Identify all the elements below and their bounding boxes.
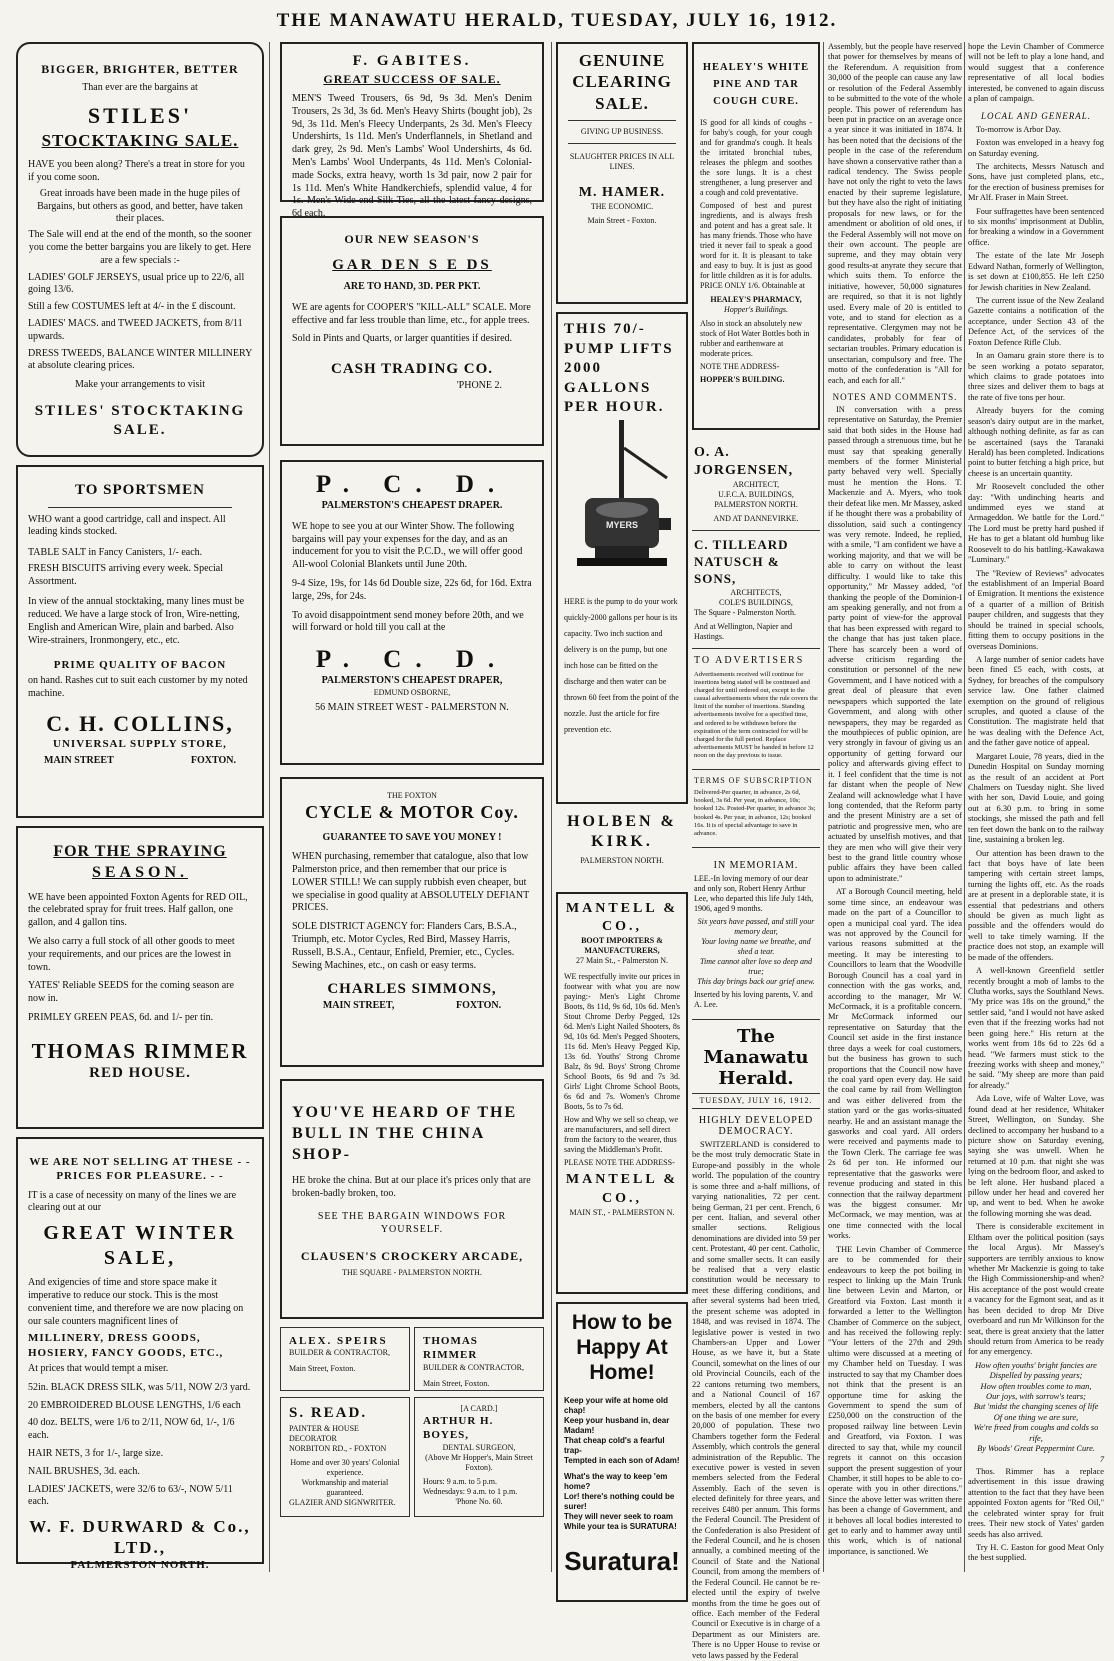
rimmer-title2: SEASON. [91, 863, 189, 881]
column-1 [16, 42, 264, 1574]
verse-line: Six years have passed, and still your memory dear, [697, 916, 815, 936]
rimmer-advert [16, 826, 264, 1129]
column-rule [269, 42, 270, 1572]
suratura-verse [564, 1396, 680, 1532]
rimmer-card [414, 1327, 544, 1391]
stiles-p1: HAVE you been along? There's a treat in store for you if you come soon. [28, 159, 245, 183]
stiles-title: STOCKTAKING SALE. [41, 130, 239, 150]
tilleard-card [692, 531, 820, 649]
hamer-name: M. HAMER. [578, 184, 666, 200]
rimmer-card-name: THOMAS RIMMER [423, 1335, 478, 1362]
boyes-hours: Hours: 9 a.m. to 5 p.m. Wednesdays: 9 a.m. to 1 p.m. [423, 1476, 518, 1496]
boyes-card [414, 1397, 544, 1517]
durward-p1: IT is a case of necessity on many of the lines we are clearing out at our [28, 1189, 237, 1214]
healey-p2: Composed of best and purest ingredients, and is always fresh and potent and has a great sale. It has many friends. Those who have tried it never fail to speak a good word for it. It is pleasant to take and easy to buy. It is just as good for little children as it is for adults. PRICE ONLY 1/6. Obtainable at [700, 201, 812, 291]
local-item: Our attention has been drawn to the fact that boys have of late been tampering with certain street lamps, turning the lights off, etc. As the roads are at present in a deplorable state, it is essential that pedestrians and others should be given as much light as possible and the offenders would do well to take timely warning. If the practice does not stop, an example will be made of the offenders. [968, 848, 1104, 962]
tilleard-role: ARCHITECTS, [730, 588, 782, 598]
list-item: LADIES' JACKETS, were 32/6 to 63/-, NOW 5/11 each. [28, 1483, 233, 1508]
cycle-title: CYCLE & MOTOR Coy. [305, 802, 519, 822]
holben-town: PALMERSTON NORTH. [580, 856, 664, 865]
stiles-footer: STILES' STOCKTAKING SALE. [34, 402, 246, 439]
collins-title: TO SPORTSMEN [75, 482, 205, 498]
pump-brand: MYERS [605, 519, 639, 530]
editorial-paragraph: Assembly, but the people have reserved that power for themselves by means of the Referendum. A requisition from 30,000 of the people can cause any law or resolution of the Federal Assembly to be submitted to the vote of the whole people. This power of referendum has been put in practice on an average once a year since it was initiated in 1874. It has been noted that the decisions of the people in the case of the referendum have shown a conservative rather than a radical tendency. The Swiss people have not only the right to veto the laws enacted by their supreme legislature, but they have also the right of initiating proposals for new laws, or for the amendment or abolition of old ones, if the Federal Assembly will not move on their own account. The people are supreme, and they may obtain very good results-at anyrate they secure that which suits them. To enforce the initiative, however, 50,000 signatures are required, so that it is not lightly used. Every male of 20 is entitled to vote, and to stand for election as a representative. Clergymen may not be candidates, probably for fear of sectarian troubles. Primary education is unsectarian, compulsory and free. The motto of the confederation is "All for each, and each for all." [828, 42, 962, 385]
local-item: Foxton was enveloped in a heavy fog on Saturday evening. [968, 138, 1104, 158]
column-3 [556, 42, 688, 1574]
memoriam-body: LEE.-In loving memory of our dear and only son, Robert Henry Arthur Lee, who departed this life July 14th, 1906, aged 9 months. [694, 873, 814, 913]
stiles-specials [28, 272, 252, 374]
divider [568, 120, 676, 121]
list-item: Still a few COSTUMES left at 4/- in the £ discount. [28, 301, 236, 313]
memoriam-head: IN MEMORIAM. [713, 859, 799, 871]
healey-p4: NOTE THE ADDRESS- [700, 362, 780, 372]
read-addr: NORBITON RD., - FOXTON [289, 1443, 387, 1453]
clausen-p1: HE broke the china. But at our place it's prices only that are broken-badly broken, too. [292, 1175, 531, 1200]
herald-date: TUESDAY, JULY 16, 1912. [692, 1093, 820, 1109]
read-p3: GLAZIER AND SIGNWRITER. [289, 1497, 396, 1507]
boyes-role: DENTAL SURGEON, [442, 1442, 516, 1452]
cycle-town: FOXTON. [456, 999, 502, 1011]
editorial-head: HIGHLY DEVELOPED DEMOCRACY. [698, 1114, 814, 1137]
list-item: 20 EMBROIDERED BLOUSE LENGTHS, 1/6 each [28, 1399, 241, 1411]
gabites-head: GREAT SUCCESS OF SALE. [323, 71, 501, 86]
column-rule [551, 42, 552, 1572]
column-2 [280, 42, 544, 1574]
verse-line: While your tea is SURATURA! [564, 1521, 677, 1531]
boyes-phone: 'Phone No. 60. [455, 1496, 503, 1506]
local-head: LOCAL AND GENERAL. [981, 110, 1091, 121]
local-item: A large number of senior cadets have been fined £5 each, with costs, at Sydney, for breaches of the compulsory service law. One father claimed exemption on the ground of religious scruples, and quoted a clause of the Constitution. The magistrate held that he was dealing with the Defence Act, and the father gave notice of appeal. [968, 654, 1104, 748]
pcd-address: 56 MAIN STREET WEST - PALMERSTON N. [315, 701, 509, 713]
stiles-p4: Make your arrangements to visit [75, 379, 205, 391]
mantell-addr2: MAIN ST., - PALMERSTON N. [569, 1207, 675, 1217]
clausen-title: YOU'VE HEARD OF THE BULL IN THE CHINA SHOP- [292, 1104, 518, 1163]
mantell-body: WE respectfully invite our prices in footwear with what you are now paying:- Men's Light Chrome Boots, 8s 11d, 9s 6d, 10s 6d. Men's Stout Chrome Derby Pegged, 12s 6d. Men's Light Nailed Shooters, 8s 9d, 10s 6d. Men's Pegged Shooters, 11s 6d. Men's Heavy Pegged Kip, 13s 6d. Youths' Strong Chrome Balz, 8s 9d. Boys' Strong Chrome School Boots, 6s 9d and 7s 3d. Girls' Light Chrome School Boots, 6s 6d and 7s. Women's Chrome Boots, 5s to 7s 6d. [564, 972, 680, 1112]
healey-pharmacy: HEALEY'S PHARMACY, [710, 295, 802, 305]
healey-p1: IS good for all kinds of coughs - for baby's cough, for your cough and for grandma's cough. It heals the irritated bronchial tubes, releases the phlegm and soothes the sore lungs. It is a chest strengthener, a lung preserver and a cough and cold preventative. [700, 118, 812, 198]
gabites-advert [280, 42, 544, 220]
cash-p1: WE are agents for COOPER'S "KILL-ALL" SCALE. More effective and far less trouble than lime, etc., for apple trees. [292, 301, 531, 326]
local-item: The "Review of Reviews" advocates the establishment of an Imperial Board of Emigration. It mentions the existence of a quarter of a million of British pauper children, and suggests that they should be trained in special schools, fitting them to occupy positions in the overseas Dominions. [968, 568, 1104, 651]
rimmer-house: RED HOUSE. [89, 1064, 191, 1081]
cycle-guarantee: GUARANTEE TO SAVE YOU MONEY ! [322, 832, 502, 844]
suratura-head: How to be Happy At Home! [571, 1311, 673, 1385]
cash-phone: 'PHONE 2. [456, 379, 502, 391]
advertisers-head: TO ADVERTISERS [694, 655, 805, 667]
rimmer-p1: WE have been appointed Foxton Agents for RED OIL, the celebrated spray for fruit trees. Half gallon, one gallon, and 4 gallon tins. [28, 891, 248, 929]
rimmer-p2: We also carry a full stock of all other goods to meet your requirements, and our prices are the lowest in town. [28, 935, 235, 973]
local-general [968, 42, 1104, 1564]
tilleard-also: And at Wellington, Napier and Hastings. [694, 622, 793, 642]
mantell-addr: 27 Main St., - Palmerston N. [576, 956, 668, 966]
speirs-name: ALEX. SPEIRS [289, 1335, 388, 1347]
rimmer-card-role: BUILDER & CONTRACTOR, [423, 1362, 524, 1372]
cards-row-2 [280, 1397, 544, 1523]
masthead: THE MANAWATU HERALD, TUESDAY, JULY 16, 1912. [276, 10, 838, 31]
collins-name: C. H. COLLINS, [46, 710, 234, 736]
collins-advert [16, 465, 264, 818]
local-item: Thos. Rimmer has a replace advertisement in this issue drawing attention to the fact that they have been appointed Foxton agents for "Red Oil," the celebrated winter spray for fruit trees. Their new stock of Yates' garden seeds has also arrived. [968, 1467, 1104, 1539]
pcd-advert [280, 460, 544, 765]
local-item: There is considerable excitement in Eltham over the political position (says the local Argus). Mr Massey's supporters are terribly anxious to know whether Mr Mackenzie is going to take the High Commissionership-and when? His acceptance of the post would create a vacancy for the Egmont seat, and as it has been decided to drop Mr Dive overboard and run Mr Wilkinson for the seat, there is great anxiety that the latter should return from America to be ready for any emergency. [968, 1222, 1104, 1357]
mantell-p2: How and Why we sell so cheap, we are manufacturers, and sell direct from the factory to the wearer, thus saving the Middleman's Profit. [564, 1115, 679, 1155]
pcd-title: P. C. D. [315, 471, 509, 498]
jorgensen-addr: U.F.C.A. BUILDINGS, PALMERSTON NORTH. [714, 490, 798, 510]
local-item: The architects, Messrs Natusch and Sons, have just completed plans, etc., for the erection of business premises for Mr Alf. Fraser in Main Street. [968, 161, 1104, 203]
divider [568, 143, 676, 144]
local-item: Already buyers for the coming season's dairy output are in the market, although nothing definite, as far as can be ascertained (says the Taranaki Herald) has been completed. Indications point to butter fetching a high price, but cheese is an uncertain quantity. [968, 406, 1104, 478]
collins-p4: In view of the annual stocktaking, many lines must be reduced. We have a large stock of Iron, Wire-netting, English and American Wire, plain and barbed. Also Wire-strainers, Ironmongery, etc., etc. [28, 596, 245, 646]
local-item: Ada Love, wife of Walter Love, was found dead at her residence, Whitaker Street, Wellington, on Sunday. She declined to accompany her husband to a picture show on Saturday evening, saying she was unwell. When he returned at 10 p.m. that night she was lying on the bedroom floor, and asked to be left alone. Her husband placed a pillow under her head and covered her up, and went to bed. When he awoke the following morning she was dead. [968, 1094, 1104, 1218]
collins-bacon: PRIME QUALITY OF BACON [53, 658, 227, 671]
verse-line: What's the way to keep 'em home? [564, 1471, 668, 1491]
jorgensen-card [692, 438, 820, 531]
hamer-shop: THE ECONOMIC. [590, 201, 654, 211]
collins-p3: FRESH BISCUITS arriving every week. Special Assortment. [28, 562, 223, 587]
local-item: Mr Roosevelt concluded the other day: "With undinching hearts and undimmed eyes we stand at Armageddon. We battle for the Lord." The Lord must be pretty hard pushed if He has to get a blatant old humbug like Roosevelt to do his battling.-Kawakawa "Luminary." [968, 482, 1104, 565]
verse-line: Lor! there's nothing could be surer! [564, 1491, 675, 1511]
durward-advert [16, 1137, 264, 1571]
verse-line: Tempted in each son of Adam! [564, 1455, 680, 1465]
pump-p1: HERE is the pump to do your work quickly-2000 gallons per hour is its capacity. Two inch suction and delivery is on the pump, but one inch hose can be fitted on the discharge and then water can be thrown 60 feet from the point of the nozzle. Just the article for fire prevention etc. [564, 596, 679, 734]
local-item: The estate of the late Mr Joseph Edward Nathan, formerly of Wellington, is set down at £100,855. He left £250 for Jewish charities in New Zealand. [968, 251, 1104, 292]
pcd-sub: PALMERSTON'S CHEAPEST DRAPER. [321, 500, 503, 511]
pcd-p1: WE hope to see you at our Winter Show. The following bargains will pay your expenses for the day, and as an inducement for you to visit the P.C.D., we will offer good All-wool Colonial Blankets until June 20th. [292, 520, 523, 571]
list-item: LADIES' MACS. and TWEED JACKETS, from 8/11 upwards. [28, 317, 243, 342]
verse-line: Keep your wife at home old chap! [564, 1395, 669, 1415]
durward-title2: SALE, [103, 1247, 177, 1270]
verse-line: They will never seek to roam [564, 1511, 673, 1521]
collins-town: FOXTON. [190, 755, 236, 767]
verse-line: How often youths' bright fancies are [975, 1360, 1097, 1370]
cash-p2: Sold in Pints and Quarts, or larger quantities if desired. [292, 333, 513, 345]
cash-head: OUR NEW SEASON'S [344, 232, 480, 246]
healey-title: HEALEY'S WHITE PINE AND TAR COUGH CURE. [702, 62, 810, 107]
subscription-body: Delivered-Per quarter, in advance, 2s 6d, booked, 3s 6d. Per year, in advance, 10s; booked 12s. Posted-Per quarter, in advance 3s; booked 4s. Per year, in advance, 12s; booked 16s. It is of special advantage to save in advance. [694, 789, 816, 837]
cycle-name: CHARLES SIMMONS, [327, 981, 497, 998]
stiles-advert [16, 42, 264, 457]
subscription-head: TERMS OF SUBSCRIPTION [694, 776, 813, 786]
speirs-addr: Main Street, Foxton. [289, 1364, 356, 1374]
cycle-p1: WHEN purchasing, remember that catalogue, also that low Palmerston price, and then remember that our price is LOWER STILL! We can supply rubbish even cheaper, but we specialise in good quality at ABSOLUTELY DEFIANT PRICES. [292, 851, 530, 914]
collins-address [44, 755, 236, 768]
mantell-name: MANTELL & CO., [565, 901, 679, 935]
pcd-sub2: PALMERSTON'S CHEAPEST DRAPER, [321, 675, 503, 687]
stiles-p2: Great inroads have been made in the huge piles of Bargains, but others as good, and better, have taken their places. [37, 187, 243, 225]
local-item: Try H. C. Easton for good Meat Only the best supplied. [968, 1542, 1104, 1563]
local-item: Four suffragettes have been sentenced to six months' imprisonment at Dublin, for breaking a window in a Government office. [968, 206, 1104, 247]
cash-name: CASH TRADING CO. [331, 361, 493, 378]
collins-p2: TABLE SALT in Fancy Canisters, 1/- each. [28, 547, 203, 559]
list-item: 52in. BLACK DRESS SILK, was 5/11, NOW 2/3 yard. [28, 1381, 251, 1393]
local-item: A well-known Greenfield settler recently brought a mob of lambs to the Clutha works, says the Southland News. "My price was 18s on the ground," the settler said, "and I would not have asked even that if the freezing works had not been going here." His return at the works went from 18s 6d to 22s 6d a head. "We farmers must stick to the freezing works with sheep and money," he said. "My sheep are more than paid for already." [968, 966, 1104, 1090]
cycle-p2: SOLE DISTRICT AGENCY for: Flanders Cars, B.S.A., Triumph, etc. Motor Cycles, Red Bird, Massey Harris, Russell, B.S.A., Centaur, Enfield, Premier, etc., Cycles. Sewing Machines, etc., on cash or easy terms. [292, 921, 517, 971]
healey-p5: HOPPER'S BUILDING. [700, 375, 785, 385]
hamer-addr: Main Street - Foxton. [587, 215, 657, 225]
pump-advert [556, 312, 688, 804]
notes-body [828, 405, 962, 1557]
cash-trading-advert [280, 216, 544, 446]
local-item: The current issue of the New Zealand Gazette contains a notification of the acceptance, under Section 43 of the Defence Act, of the services of the Foxton Defence Rifle Club. [968, 296, 1104, 347]
local-item: Margaret Louie, 78 years, died in the Dunedin Hospital on Sunday morning as the result of an accident at Port Chalmers on Tuesday night. She lived with her son, David Louie, and going out at 6.30 p.m. to bring in some stockings, she missed the path and fell ten feet down the bank on to the railway line, sustaining a broken leg. [968, 751, 1104, 845]
durward-p3: At prices that would tempt a miser. [28, 1362, 169, 1374]
clausen-address: THE SQUARE - PALMERSTON NORTH. [342, 1268, 482, 1278]
pcd-title2: P. C. D. [315, 646, 509, 674]
suratura-brand: Suratura! [564, 1545, 680, 1576]
verse-line: By Woods' Great Peppermint Cure. [977, 1444, 1095, 1454]
editorial-paragraph: SWITZERLAND is considered to be the most truly democratic State in Europe-and possibly in the whole world. The population of the country is some three and a-half millions, of varying nationalities, 72 per cent. being German, 21 per cent. French, 6 per cent. Italian, and several other smaller sections. Religious denominations are divided into 59 per cent. Protestant, 40 per cent. Catholic, and some smaller sects. It can easily be realised that a very elastic constitution would be necessary to meet these differing conditions, and after several systems had been tried, the present scheme was adopted in 1848, and was revised in 1874. The legislative power is vested in two Chambers-an Upper and Lower House, as we have it, but a State Council, somewhat on the lines of our old Provincial Councils, each of the 22 cantons returning two members, and a National Council of 167 members, elected by all the cantons on the basis of one member for every 20,000 of population. These two Chambers together form the Federal Assembly, which controls the general administration of the Republic. The executive power is vested in seven members selected from the Federal Assembly. Each of the seven is elected definitely for three years, and receives £480 per annum. This forms the Federal Council. The President of the Confederation is also President of the Federal Council, and he is chosen annually, a combined meeting of the Council of State and the National Council, from among the members of the Federal Council. He cannot be re-elected until the expiry of twelve months from the time he goes out of office. Each member of the Federal Council or Executive is in charge of a Department as our Ministers are. There is no Upper House to revise or veto laws passed by the Federal [692, 1139, 820, 1660]
local-item: In an Oamaru grain store there is to be seen working a potato separator, which claims to grade potatoes into three sizes and deliver them to bags at the rate of five tons per hour. [968, 351, 1104, 402]
verse-line: How often troubles come to man, [980, 1381, 1092, 1391]
read-name: S. READ. [289, 1405, 368, 1421]
verse-line: Of one thing we are sure, [993, 1412, 1079, 1422]
notes-head: NOTES AND COMMENTS. [832, 391, 958, 402]
stiles-name: STILES' [87, 103, 193, 129]
boyes-card-label: [A CARD.] [460, 1404, 498, 1413]
jorgensen-name: O. A. JORGENSEN, [694, 445, 794, 479]
memoriam-notice [692, 848, 820, 1020]
hamer-p1: SLAUGHTER PRICES IN ALL LINES. [569, 151, 675, 171]
editorial-continued [828, 42, 962, 386]
column-4 [692, 42, 820, 1660]
durward-lines: MILLINERY, DRESS GOODS, HOSIERY, FANCY GOODS, ETC., [28, 1332, 224, 1359]
read-p2: Workmanship and material guaranteed. [301, 1477, 389, 1497]
cycle-address [292, 1000, 532, 1013]
read-card [280, 1397, 410, 1517]
editorial-body [692, 1140, 820, 1661]
durward-name: W. F. DURWARD & Co., LTD., [29, 1517, 251, 1557]
peppermint-verse [968, 1361, 1104, 1465]
hamer-title: GENUINE CLEARING SALE. [572, 51, 672, 113]
verse-line: Time cannot alter love so deep and true; [700, 956, 812, 976]
read-role: PAINTER & HOUSE DECORATOR [289, 1423, 359, 1443]
pump-title: THIS 70/- PUMP LIFTS 2000 GALLONS PER HOUR. [564, 321, 674, 415]
list-item: DRESS TWEEDS, BALANCE WINTER MILLINERY at absolute clearing prices. [28, 347, 252, 372]
collins-street: MAIN STREET [44, 755, 114, 767]
durward-p2: And exigencies of time and store space make it imperative to reduce our stock. This is the most convenient time, and therefore we are now placing on our sale counters magnificent lines of [28, 1277, 244, 1327]
advertisers-body: Advertisements received will continue for insertions being stated will be continued and charged for until ordered out, except to the casual advertisements where the rule covers the limit of the number of insertions. Standing advertisements involve for a specified time, and ordered to be withdrawn before the expiration of the term contracted for will be charged for the full period. Replace advertisements MUST be handed in before 12 noon on the day previous to issue. [694, 670, 818, 760]
local-intro: hope the Levin Chamber of Commerce will not be left to play a lone hand, and would suggest that a conference representative of all local bodies interested, be convened to again discuss a plan of campaign. [968, 42, 1104, 104]
tilleard-bldg: COLE'S BUILDINGS, [719, 598, 793, 608]
divider [48, 507, 232, 508]
mantell-advert [556, 892, 688, 1294]
hamer-sub: GIVING UP BUSINESS. [580, 126, 664, 136]
subscription-notice [692, 770, 820, 848]
cycle-top: THE FOXTON [387, 791, 437, 800]
durward-items [28, 1382, 252, 1509]
holben-name: HOLBEN & KIRK. [567, 813, 677, 850]
mantell-name2: MANTELL & CO., [565, 1172, 679, 1206]
speirs-card [280, 1327, 410, 1391]
pump-image [567, 418, 677, 588]
mantell-role: BOOT IMPORTERS & MANUFACTURERS, [581, 936, 663, 956]
verse-number: 7 [1099, 1454, 1104, 1464]
holben-advert [556, 812, 688, 866]
rimmer-title1: FOR THE SPRAYING [53, 843, 227, 860]
hamer-advert [556, 42, 688, 304]
column-5 [828, 42, 962, 1574]
boyes-name: ARTHUR H. BOYES, [423, 1415, 494, 1442]
tilleard-name: C. TILLEARD NATUSCH & SONS, [694, 537, 789, 587]
cycle-advert [280, 777, 544, 1067]
speirs-role: BUILDER & CONTRACTOR, [289, 1348, 390, 1358]
column-6 [968, 42, 1104, 1574]
healey-bldg: Hopper's Buildings. [724, 305, 788, 315]
verse-line: That cheap cold's a fearful trap- [564, 1435, 665, 1455]
memoriam-sign: Inserted by his loving parents, V. and A. Lee. [694, 989, 813, 1009]
pcd-owner: EDMUND OSBORNE, [373, 687, 451, 697]
list-item: 40 doz. BELTS, were 1/6 to 2/11, NOW 6d, 1/-, 1/6 each. [28, 1417, 235, 1442]
collins-p5: on hand. Rashes cut to suit each customer by my noted machine. [28, 674, 248, 699]
verse-line: But 'midst the changing scenes of life [973, 1402, 1099, 1412]
boyes-addr: (Above Mr Hopper's, Main Street Foxton). [425, 1452, 533, 1472]
stiles-p3: The Sale will end at the end of the month, so the sooner you come the better bargains you are likely to get. Here are a few specials :- [28, 229, 252, 266]
list-item: HAIR NETS, 3 for 1/-, large size. [28, 1447, 164, 1459]
rimmer-card-addr: Main Street, Foxton. [423, 1378, 490, 1388]
local-item: To-morrow is Arbor Day. [976, 124, 1061, 134]
cash-price: ARE TO HAND, 3D. PER PKT. [343, 281, 481, 293]
clausen-name: CLAUSEN'S CROCKERY ARCADE, [300, 1248, 524, 1263]
stiles-head: BIGGER, BRIGHTER, BETTER [41, 62, 239, 76]
verse-line: Dispelled by passing years; [989, 1371, 1083, 1381]
durward-town: PALMERSTON NORTH. [70, 1558, 210, 1571]
collins-store: UNIVERSAL SUPPLY STORE, [53, 737, 227, 750]
memoriam-verse [694, 917, 818, 987]
jorgensen-role: ARCHITECT, [732, 480, 780, 490]
collins-p1: WHO want a good cartridge, call and inspect. All leading kinds stocked. [28, 513, 226, 538]
read-p1: Home and over 30 years' Colonial experience. [290, 1457, 400, 1477]
cards-row-1 [280, 1327, 544, 1397]
column-rule [964, 42, 965, 1572]
mantell-p3: PLEASE NOTE THE ADDRESS- [564, 1158, 675, 1168]
verse-line: Our joys, with sorrow's tears; [986, 1392, 1086, 1402]
clausen-advert [280, 1079, 544, 1319]
durward-title1: GREAT WINTER [43, 1222, 237, 1245]
verse-line: We're freed from coughs and colds so rife, [973, 1423, 1099, 1443]
gabites-name: F. GABITES. [352, 53, 472, 69]
durward-head: WE ARE NOT SELLING AT THESE - - PRICES FOR PLEASURE. - - [29, 1156, 251, 1183]
clausen-p2: SEE THE BARGAIN WINDOWS FOR YOURSELF. [317, 1210, 507, 1235]
verse-line: Your loving name we breathe, and shed a tear. [701, 936, 811, 956]
notes-paragraph: IN conversation with a press representative on Saturday, the Premier said that both sides in the House had passed through a strenuous time, but he must say that speaking generally members of the former Ministerial party behaved very well. Specially must he mention the Hons. T. Mackenzie and A. Myers, who took their defeat like men. Mr Massey, asked if he thought there was a probability of dissolution, said such a contingency was very remote. Indeed, he replied, with a smile, "I am confident we have a working majority, and that we will be able to carry on without the least difficulty. I would like to take this opportunity," Mr Massey added, "of thanking the people of the Dominion-I am speaking generally, and not from a party point of view-for the approval that has been expressed with regard to the change that has just taken place. There has scarcely been a word of adverse criticism regarding the constitution or personnel of the new Government, and I have noticed with a great deal of pleasure that even newspapers which supported the late Government, and along with other newspapers, they may be regarded as the mouthpieces of public opinion, are very strongly in favour of giving us an opportunity of getting forward our policy and afterwards giving effect to it. I feel confident that the time is not far distant when the people of New Zealand will acknowledge what I have long contended, that the Reform party and the present Ministry are a set of patriotic and progressive men, who are actuated by unselfish motives, and that they are men who will give their very best to the grand little country whose public affairs they have been called upon to administrate." [828, 404, 962, 883]
gabites-body: MEN'S Tweed Trousers, 6s 9d, 9s 3d. Men's Denim Trousers, 2s 3d, 3s 6d. Men's Heavy Shirts (bought job), 2s 9d, 3s 11d. Men's Fleecy Underpants, 2s 3d. Men's Fleecy Undershirts, 1s 11d. Men's Underflannels, in Shetland and dark grey, 2s 9d. Men's Lambs' Wool Undershirts, 4s 6d. Men's Lambs' Wool Underpants, 4s 11d. Men's Colonial-made Socks, extra heavy, worth 1s 3d pair, now 2 pair for 1s 11d. Men's White Handkerchiefs, splendid value, 4 for 1s. Men's Wide-end Silk Ties, all the latest fancy designs, 6d each. [292, 93, 532, 220]
healey-advert [692, 42, 820, 430]
pcd-p3: To avoid disappointment send money before 20th, and we will forward or hold till you call at the [292, 609, 524, 634]
list-item: NAIL BRUSHES, 3d. each. [28, 1465, 140, 1477]
rimmer-name: THOMAS RIMMER [31, 1038, 249, 1063]
jorgensen-also: AND AT DANNEVIRKE. [713, 514, 799, 524]
list-item: LADIES' GOLF JERSEYS, usual price up to 22/6, all going 13/6. [28, 271, 245, 296]
tilleard-addr: The Square - Palmerston North. [694, 608, 796, 618]
verse-line: This day brings back our grief anew. [697, 976, 815, 986]
verse-line: Keep your husband in, dear Madam! [564, 1415, 670, 1435]
stiles-sub: Than ever are the bargains at [82, 81, 198, 93]
healey-p3: Also in stock an absolutely new stock of Hot Water Bottles both in rubber and earthenware at moderate prices. [700, 319, 810, 359]
rimmer-p3: YATES' Reliable SEEDS for the coming season are now in. [28, 980, 234, 1005]
cycle-street: MAIN STREET, [322, 999, 395, 1011]
herald-title: The Manawatu Herald. [703, 1025, 809, 1089]
rimmer-p4: PRIMLEY GREEN PEAS, 6d. and 1/- per tin. [28, 1011, 214, 1023]
advertisers-notice [692, 649, 820, 770]
notes-paragraph: THE Levin Chamber of Commerce are to be commended for their endeavours to keep the pot boiling in respect to linking up the Main Trunk line between Levin and Marton, or Greatford via Foxton. Last month it forwarded a letter to the Wellington Chamber of Commerce on the subject, and has received the following reply: "Your letters of the 27th and 29th ultimo were discussed at a meeting of my Chamber held on Tuesday. I was instructed to say that my Chamber does not think that the present is an opportune time for asking the Government to spend the sum of £250,000 on the construction of the proposed railway line between Levin and Greatford, via Foxton. I was directed to say that, while my council regrets it cannot on this occasion support the present suggestion of your Chamber, it still hopes to be able to co-operate with you in other directions." Since the above letter was written there has been a change of Government, and it behoves all local bodies interested to get to early and to hammer away until this work, which is of national importance, is sanctioned. We [828, 1244, 962, 1556]
column-rule [823, 42, 824, 1572]
cash-title: GAR DEN S E DS [332, 256, 492, 273]
pcd-p2: 9-4 Size, 19s, for 14s 6d Double size, 22s 6d, for 16d. Extra large, 29s, for 24s. [292, 577, 532, 602]
suratura-advert [556, 1302, 688, 1602]
notes-paragraph: AT a Borough Council meeting, held some time since, an endeavour was made on the part of a Councillor to open a municipal coal yard. The idea was not approved by the Council for various reasons submitted at the meeting. It may be interesting to Councillors to learn that the Woodville Borough Council has a coal yard in connection with the gas works, and, according to the manager, Mr W. McCormack, it is a profitable concern. Mr McCormack informed our representative on Saturday that the Council set aside in the first instance three days a week for coal customers, but the business has grown to such proportions that the Council now have the coal yard open every day. He said the coal came by rail from Wellington and was either delivered from the station yard or the gas works-situated nearby. He and an assistant manage the gasworks and coal yard. All orders were received and payments made to the Town Clerk. The carriage fee was 2s 6d per ton. He informed our representative that the gasworks were revenue producing and stated in this connection that the railway department was the biggest consumer. Mr McCormack, we may mention, was at one time connected with the local works. [828, 887, 962, 1241]
